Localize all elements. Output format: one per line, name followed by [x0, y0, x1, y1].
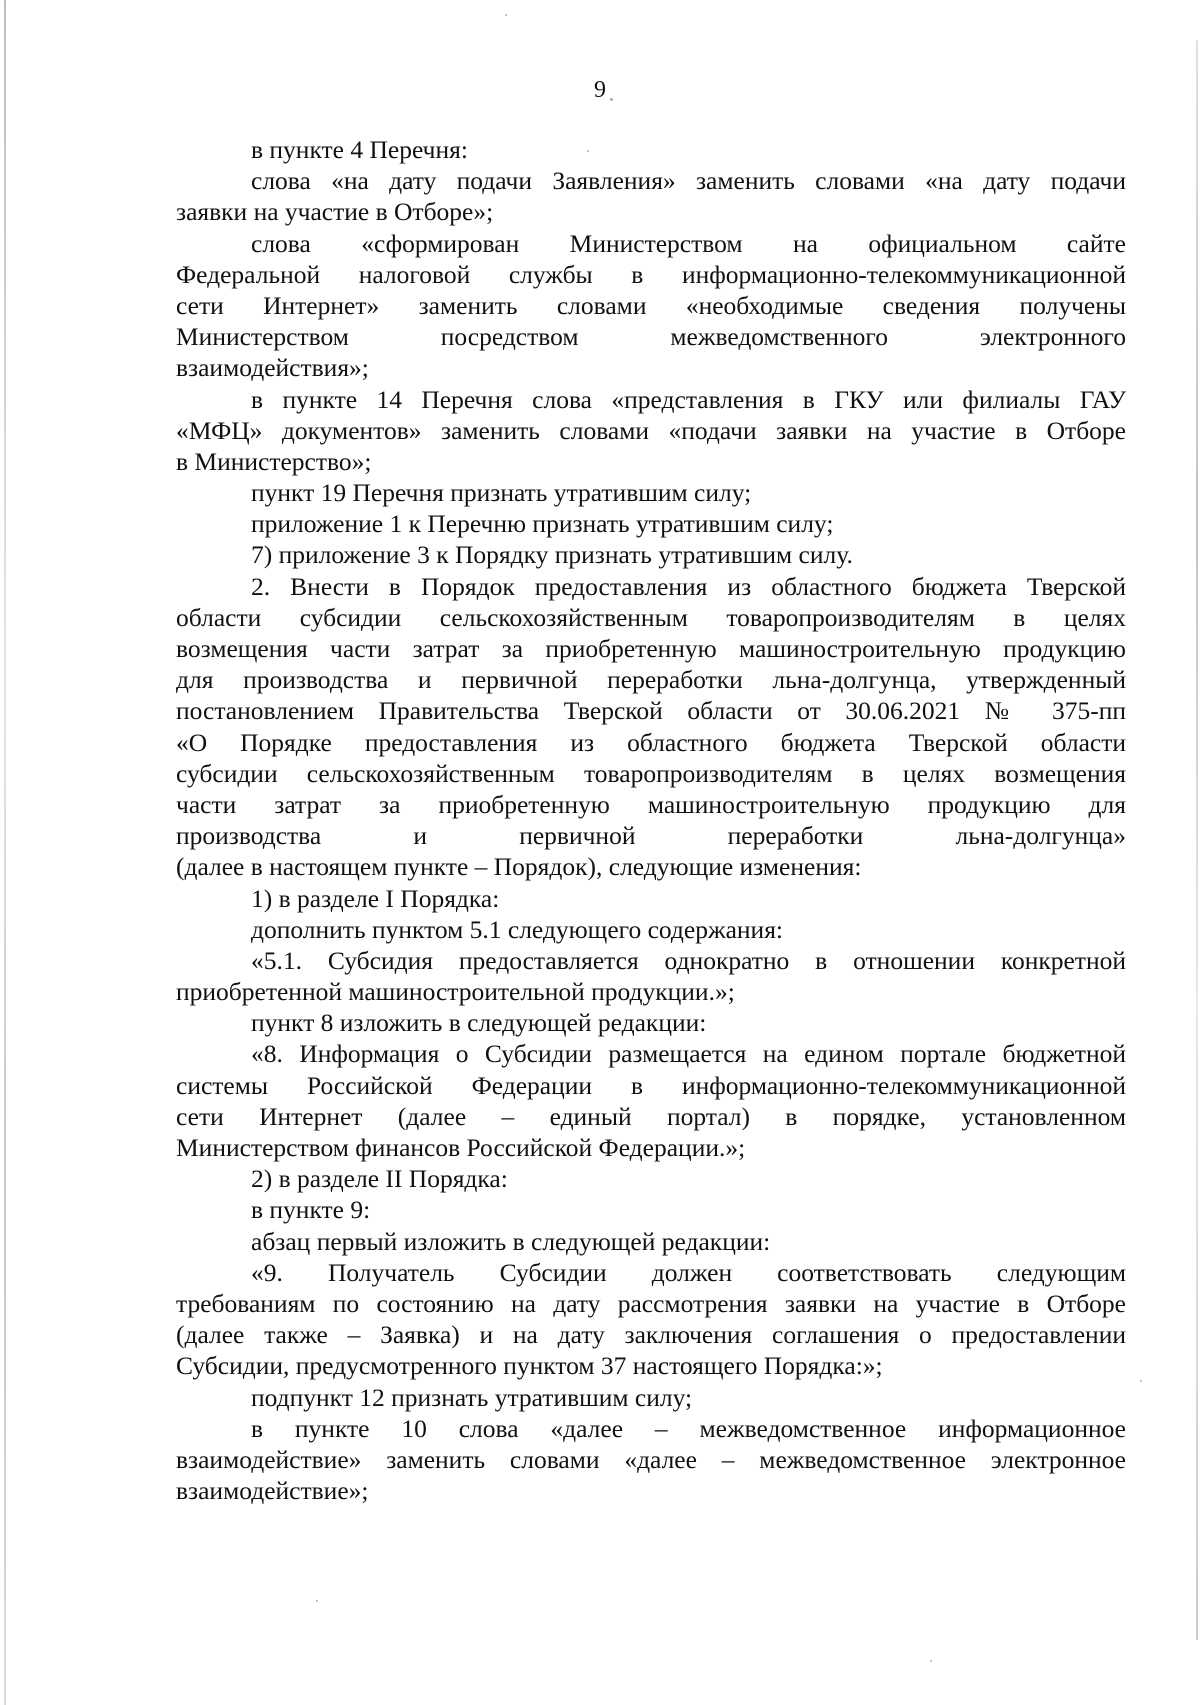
text-line: системы Российской Федерации в информационно-телекоммуникационной	[176, 1070, 1126, 1100]
text-line: Министерством посредством межведомственного электронного	[176, 322, 1126, 352]
paragraph	[176, 883, 1126, 914]
paragraph	[176, 914, 1126, 945]
text-line: «5.1. Субсидия предоставляется однократно в отношении конкретной	[251, 945, 1126, 975]
text-line: сети Интернет (далее – единый портал) в порядке, установленном	[176, 1101, 1126, 1131]
paragraph	[176, 1257, 1126, 1382]
text-line: «О Порядке предоставления из областного бюджета Тверской области	[176, 727, 1126, 757]
paragraph	[176, 945, 1126, 1007]
text-line: (далее в настоящем пункте – Порядок), следующие изменения:	[176, 852, 862, 882]
text-line: приобретенной машиностроительной продукции.»;	[176, 977, 735, 1007]
text-line: 2. Внести в Порядок предоставления из областного бюджета Тверской	[251, 571, 1126, 601]
text-line: области субсидии сельскохозяйственным товаропроизводителям в целях	[176, 602, 1126, 632]
text-line: слова «на дату подачи Заявления» заменить словами «на дату подачи	[251, 166, 1126, 196]
text-line: 2) в разделе II Порядка:	[251, 1164, 508, 1194]
text-line: в пункте 10 слова «далее – межведомственное информационное	[251, 1413, 1126, 1443]
paragraph	[176, 508, 1126, 539]
text-line: «МФЦ» документов» заменить словами «подачи заявки на участие в Отборе	[176, 415, 1126, 445]
text-line: части затрат за приобретенную машиностроительную продукцию для	[176, 789, 1126, 819]
text-line: требованиям по состоянию на дату рассмотрения заявки на участие в Отборе	[176, 1288, 1126, 1318]
text-line: 7) приложение 3 к Порядку признать утратившим силу.	[251, 540, 853, 570]
scan-speck	[610, 98, 613, 101]
text-line: пункт 8 изложить в следующей редакции:	[251, 1008, 707, 1038]
scan-speck	[587, 150, 589, 152]
text-line: для производства и первичной переработки льна-долгунца, утвержденный	[176, 665, 1126, 695]
scan-speck	[1140, 1380, 1142, 1382]
text-line: возмещения части затрат за приобретенную машиностроительную продукцию	[176, 634, 1126, 663]
paragraph	[176, 384, 1126, 478]
paragraph	[176, 1382, 1126, 1413]
paragraph	[176, 1226, 1126, 1257]
text-line: в пункте 4 Перечня:	[251, 135, 468, 164]
scan-speck	[316, 1600, 318, 1602]
text-line: 1) в разделе I Порядка:	[251, 883, 500, 913]
text-line: абзац первый изложить в следующей редакции:	[251, 1226, 771, 1256]
text-line: производства и первичной переработки льна-долгунца»	[176, 821, 1126, 851]
page-number: 9	[594, 77, 606, 103]
text-line: в Министерство»;	[176, 446, 372, 476]
text-line: субсидии сельскохозяйственным товаропроизводителям в целях возмещения	[176, 758, 1126, 788]
text-line: подпункт 12 признать утратившим силу;	[251, 1382, 693, 1412]
paragraph	[176, 165, 1126, 227]
text-line: приложение 1 к Перечню признать утратившим силу;	[251, 509, 834, 539]
paragraph	[176, 134, 1126, 165]
text-line: в пункте 14 Перечня слова «представления в ГКУ или филиалы ГАУ	[251, 384, 1126, 414]
text-line: пункт 19 Перечня признать утратившим силу;	[251, 478, 752, 508]
paragraph	[176, 571, 1126, 883]
scan-speck	[930, 1660, 932, 1662]
text-line: слова «сформирован Министерством на официальном сайте	[251, 228, 1126, 258]
scan-edge-left	[4, 0, 6, 1705]
document-body	[176, 134, 1126, 1506]
text-line: постановлением Правительства Тверской области от 30.06.2021 № 375-пп	[176, 696, 1126, 726]
text-line: взаимодействия»;	[176, 353, 369, 383]
text-line: Федеральной налоговой службы в информационно-телекоммуникационной	[176, 259, 1126, 289]
text-line: заявки на участие в Отборе»;	[176, 197, 494, 227]
paragraph	[176, 1413, 1126, 1507]
scan-speck	[505, 14, 507, 16]
paragraph	[176, 1194, 1126, 1225]
text-line: «8. Информация о Субсидии размещается на едином портале бюджетной	[251, 1039, 1126, 1069]
text-line: дополнить пунктом 5.1 следующего содержания:	[251, 914, 784, 944]
paragraph	[176, 1163, 1126, 1194]
paragraph	[176, 1038, 1126, 1163]
text-line: Субсидии, предусмотренного пунктом 37 настоящего Порядка:»;	[176, 1351, 883, 1381]
paragraph	[176, 539, 1126, 570]
text-line: взаимодействие» заменить словами «далее – межведомственное электронное	[176, 1444, 1126, 1474]
text-line: (далее также – Заявка) и на дату заключения соглашения о предоставлении	[176, 1320, 1126, 1350]
paragraph	[176, 1007, 1126, 1038]
paragraph	[176, 477, 1126, 508]
text-line: в пункте 9:	[251, 1195, 371, 1225]
text-line: Министерством финансов Российской Федерации.»;	[176, 1133, 746, 1162]
text-line: «9. Получатель Субсидии должен соответствовать следующим	[251, 1257, 1126, 1287]
paragraph	[176, 228, 1126, 384]
text-line: взаимодействие»;	[176, 1476, 369, 1506]
text-line: сети Интернет» заменить словами «необходимые сведения получены	[176, 290, 1126, 320]
scan-edge-right	[1196, 40, 1198, 1640]
